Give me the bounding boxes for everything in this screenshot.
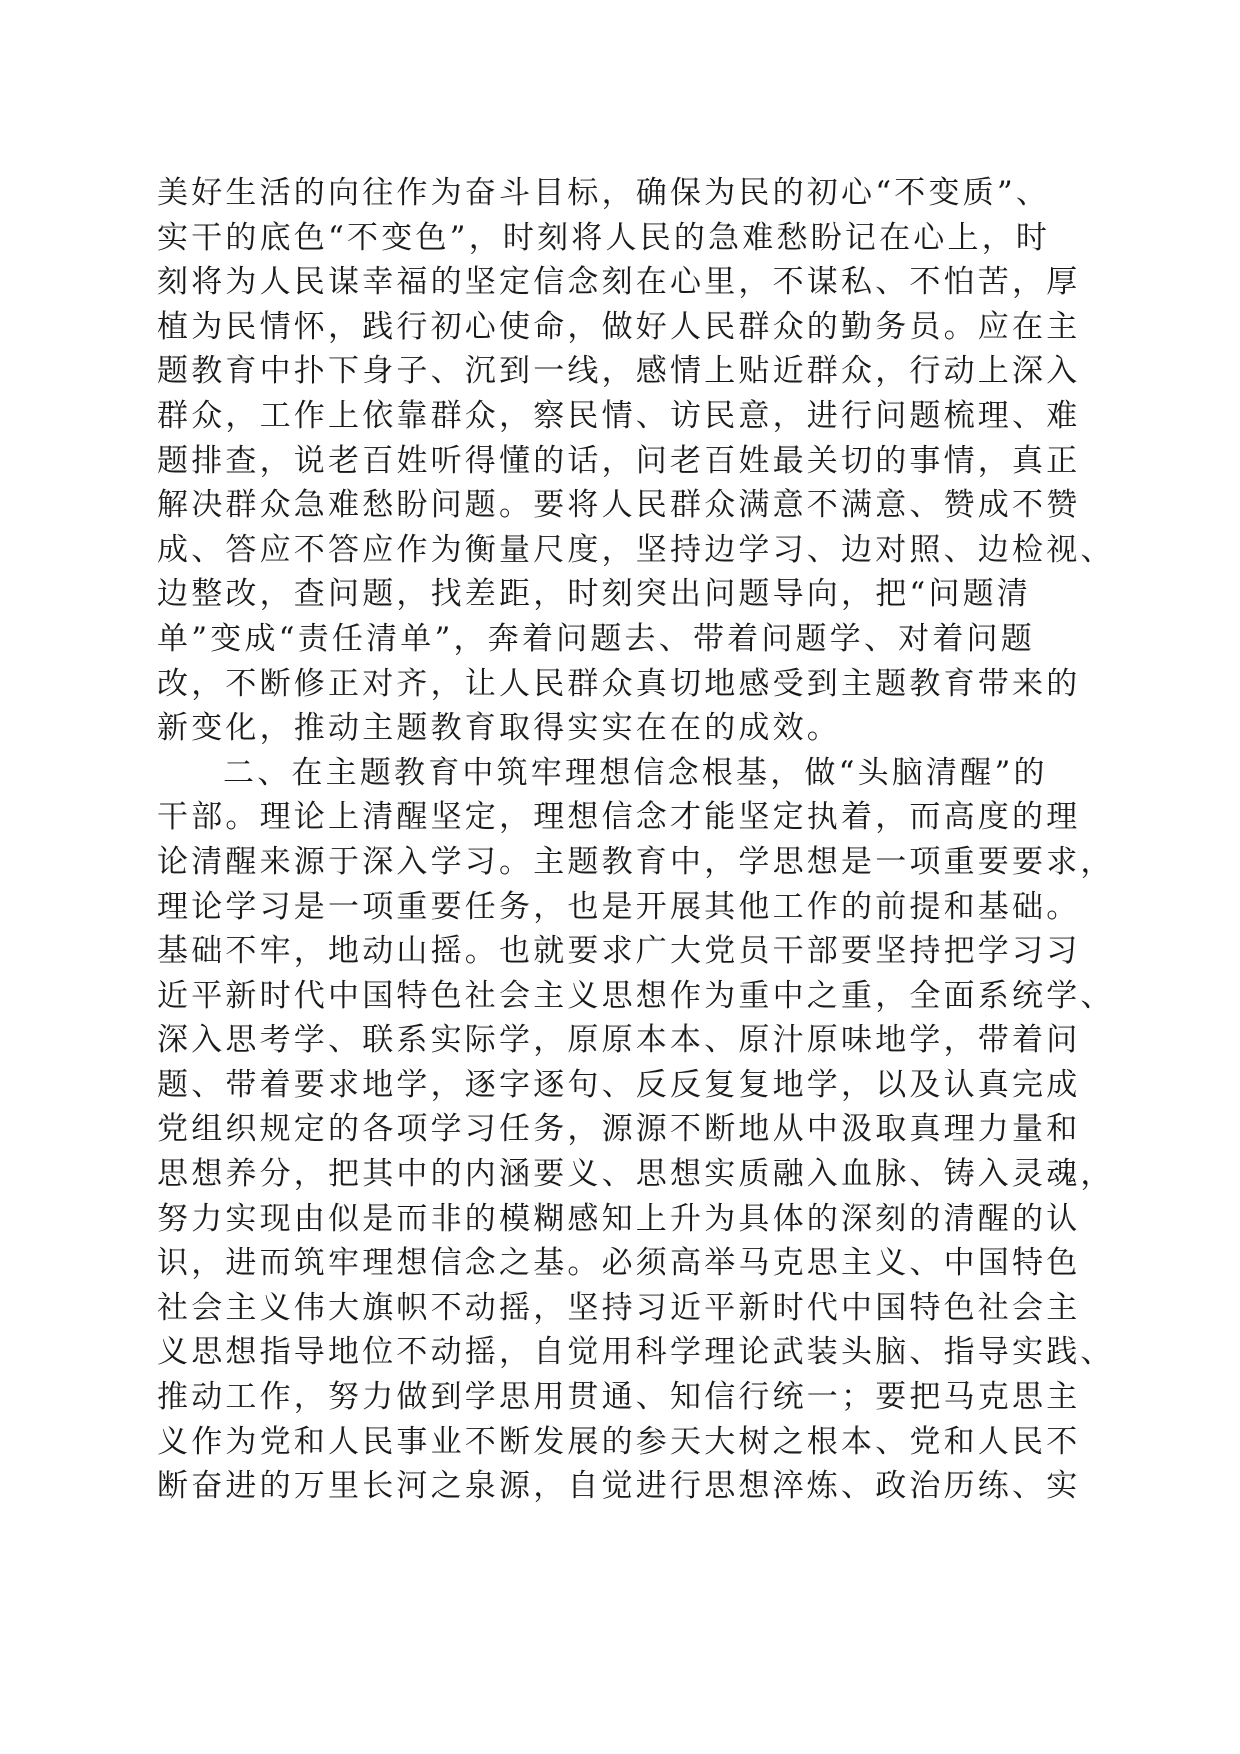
text-line-10: 边整改，查问题，找差距，时刻突出问题导向，把“问题清 [157, 576, 1032, 613]
text-line-18: 基础不牢，地动山摇。也就要求广大党员干部要坚持把学习习 [157, 933, 1081, 970]
text-line-22: 党组织规定的各项学习任务，源源不断地从中汲取真理力量和 [157, 1111, 1081, 1148]
text-line-13: 新变化，推动主题教育取得实实在在的成效。 [157, 710, 841, 747]
text-line-1: 美好生活的向往作为奋斗目标，确保为民的初心“不变质”、 [157, 175, 1051, 211]
text-line-9: 成、答应不答应作为衡量尺度，坚持边学习、边对照、边检视、 [157, 531, 1115, 568]
text-line-20: 深入思考学、联系实际学，原原本本、原汁原味地学，带着问 [157, 1022, 1081, 1059]
text-line-3: 刻将为人民谋幸福的坚定信念刻在心里，不谋私、不怕苦，厚 [157, 264, 1081, 301]
text-line-25: 识，进而筑牢理想信念之基。必须高举马克思主义、中国特色 [157, 1245, 1081, 1282]
text-line-6: 群众，工作上依靠群众，察民情、访民意，进行问题梳理、难 [157, 397, 1081, 434]
text-line-12: 改，不断修正对齐，让人民群众真切地感受到主题教育带来的 [157, 665, 1081, 702]
text-line-5: 题教育中扑下身子、沉到一线，感情上贴近群众，行动上深入 [157, 353, 1081, 390]
text-line-7: 题排查，说老百姓听得懂的话，问老百姓最关切的事情，真正 [157, 442, 1081, 479]
text-line-8: 解决群众急难愁盼问题。要将人民群众满意不满意、赞成不赞 [157, 487, 1081, 524]
text-line-4: 植为民情怀，践行初心使命，做好人民群众的勤务员。应在主 [157, 308, 1081, 345]
text-line-28: 推动工作，努力做到学思用贯通、知信行统一；要把马克思主 [157, 1379, 1081, 1416]
text-line-16: 论清醒来源于深入学习。主题教育中，学思想是一项重要要求， [157, 843, 1115, 880]
text-line-17: 理论学习是一项重要任务，也是开展其他工作的前提和基础。 [157, 888, 1081, 925]
text-line-24: 努力实现由似是而非的模糊感知上升为具体的深刻的清醒的认 [157, 1200, 1081, 1237]
text-line-15: 干部。理论上清醒坚定，理想信念才能坚定执着，而高度的理 [157, 799, 1081, 836]
text-line-21: 题、带着要求地学，逐字逐句、反反复复地学，以及认真完成 [157, 1066, 1081, 1103]
text-line-23: 思想养分，把其中的内涵要义、思想实质融入血脉、铸入灵魂， [157, 1156, 1115, 1193]
section-two-first-line: 二、在主题教育中筑牢理想信念根基，做“头脑清醒”的 [223, 754, 1048, 791]
text-line-19: 近平新时代中国特色社会主义思想作为重中之重，全面系统学、 [157, 977, 1115, 1014]
body-text [157, 171, 1115, 1509]
text-line-29: 义作为党和人民事业不断发展的参天大树之根本、党和人民不 [157, 1423, 1081, 1460]
text-line-30: 断奋进的万里长河之泉源，自觉进行思想淬炼、政治历练、实 [157, 1468, 1081, 1505]
text-line-26: 社会主义伟大旗帜不动摇，坚持习近平新时代中国特色社会主 [157, 1289, 1081, 1326]
text-line-11: 单”变成“责任清单”，奔着问题去、带着问题学、对着问题 [157, 620, 1035, 657]
text-line-2: 实干的底色“不变色”，时刻将人民的急难愁盼记在心上，时 [157, 219, 1051, 256]
text-line-27: 义思想指导地位不动摇，自觉用科学理论武装头脑、指导实践、 [157, 1334, 1115, 1371]
